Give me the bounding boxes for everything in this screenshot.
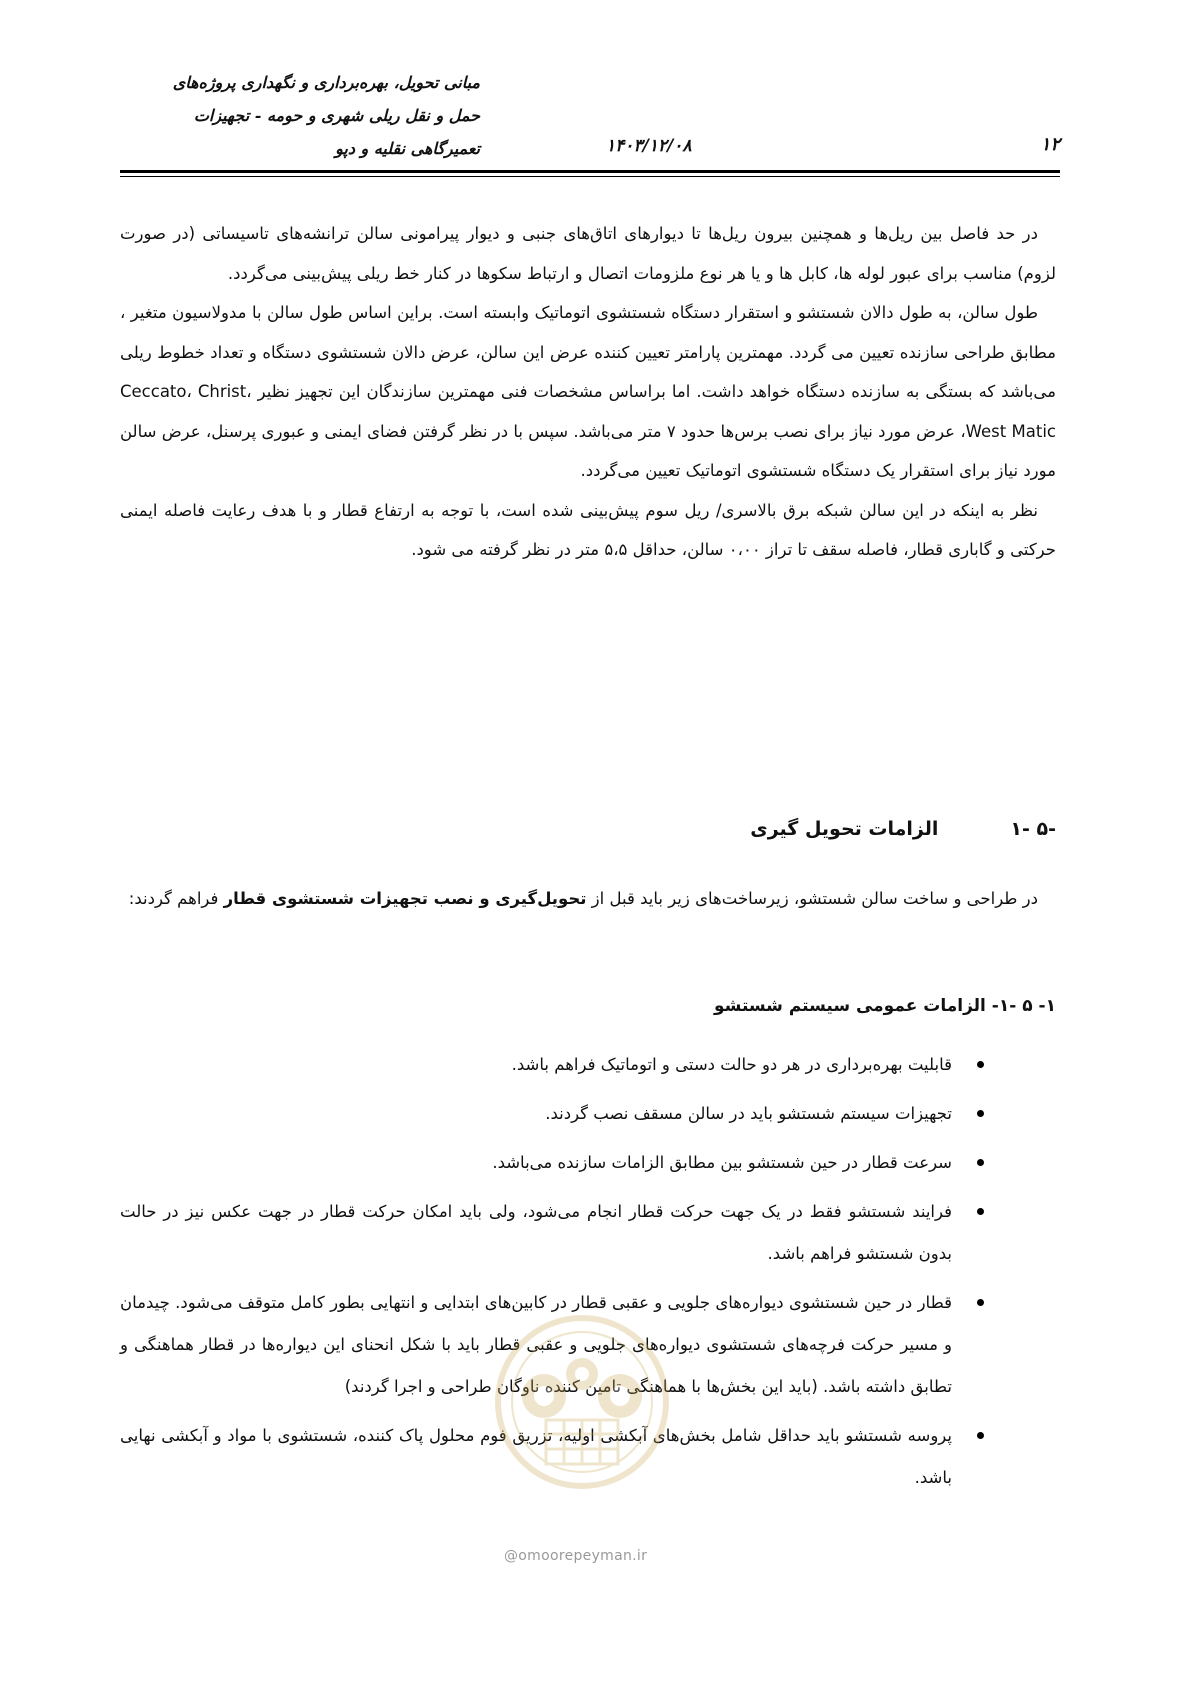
list-item-text: قابلیت بهره‌برداری در هر دو حالت دستی و اتوماتیک فراهم باشد. bbox=[511, 1055, 952, 1074]
header-date: ۱۴۰۳/۱۲/۰۸ bbox=[606, 136, 692, 156]
header-title-line: مبانی تحویل، بهره‌برداری و نگهداری پروژه‌های bbox=[172, 73, 480, 92]
page-header bbox=[120, 56, 1060, 176]
watermark-logo-icon bbox=[492, 1312, 672, 1492]
section-heading bbox=[750, 818, 1056, 840]
list-item bbox=[120, 1142, 1056, 1184]
list-item-text: سرعت قطار در حین شستشو بین مطابق الزامات سازنده می‌باشد. bbox=[492, 1153, 952, 1172]
bullet-icon bbox=[977, 1159, 984, 1166]
header-title-line: تعمیرگاهی نقلیه و دپو bbox=[335, 139, 480, 158]
bullet-icon bbox=[977, 1208, 984, 1215]
list-item-text: پروسه شستشو باید حداقل شامل بخش‌های آبکشی اولیه، تزریق فوم محلول پاک کننده، شستشوی با مواد و آبکشی نهایی باشد. bbox=[120, 1426, 952, 1487]
paragraph: طول سالن، به طول دالان شستشو و استقرار دستگاه شستشوی اتوماتیک وابسته است. براین اساس طول سالن با مدولاسیون متغیر ، مطابق طراحی سازنده تعیین می گردد. مهمترین پارامتر تعیین کننده عرض این سالن، عرض دالان شستشوی دستگاه و تعداد خطوط ریلی می‌باشد که بستگی به سازنده دستگاه خواهد داشت. اما براساس مشخصات فنی مهمترین سازندگان این تجهیز نظیر Ceccato، Christ، West Matic، عرض مورد نیاز برای نصب برس‌ها حدود ۷ متر می‌باشد. سپس با در نظر گرفتن فضای ایمنی و عبوری پرسنل، عرض سالن مورد نیاز برای استقرار یک دستگاه شستشوی اتوماتیک تعیین می‌گردد. bbox=[120, 303, 1056, 480]
list-item bbox=[120, 1044, 1056, 1086]
bullet-icon bbox=[977, 1061, 984, 1068]
list-item-text: فرایند شستشو فقط در یک جهت حرکت قطار انجام می‌شود، ولی باید امکان حرکت قطار در جهت عکس نیز در حالت بدون شستشو فراهم باشد. bbox=[120, 1202, 952, 1263]
paragraph: نظر به اینکه در این سالن شبکه برق بالاسری/ ریل سوم پیش‌بینی شده است، با توجه به ارتفاع قطار و با هدف رعایت فاصله ایمنی حرکتی و گاباری قطار، فاصله سقف تا تراز ۰،۰۰ سالن، حداقل ۵،۵ متر در نظر گرفته می شود. bbox=[120, 500, 1056, 559]
section-title: الزامات تحویل گیری bbox=[750, 818, 939, 840]
intro-text-bold: تحویل‌گیری و نصب تجهیزات شستشوی قطار bbox=[223, 889, 587, 908]
list-item bbox=[120, 1191, 1056, 1275]
list-item-text: قطار در حین شستشوی دیواره‌های جلویی و عقبی قطار در کابین‌های ابتدایی و انتهایی بطور کامل متوقف می‌شود. چیدمان و مسیر حرکت فرچه‌های شستشوی دیواره‌های جلویی و عقبی قطار باید با شکل انحنای این دیواره‌ها در قطار هماهنگی و تطابق داشته باشد. (باید این بخش‌ها با هماهنگی تامین کننده ناوگان طراحی و اجرا گردند) bbox=[120, 1293, 952, 1396]
body-text bbox=[120, 214, 1056, 570]
section-number: -۵ -۱ bbox=[1010, 818, 1056, 840]
page-number: ۱۲ bbox=[1040, 134, 1060, 155]
intro-text-after: فراهم گردند: bbox=[128, 889, 224, 908]
header-rule-thin bbox=[120, 176, 1060, 177]
watermark-text: @omoorepeyman.ir bbox=[504, 1548, 648, 1564]
intro-text-before: در طراحی و ساخت سالن شستشو، زیرساخت‌های زیر باید قبل از bbox=[586, 889, 1038, 908]
list-item bbox=[120, 1093, 1056, 1135]
subsection-heading: ۱- ۵ -۱- الزامات عمومی سیستم شستشو bbox=[713, 996, 1056, 1016]
bullet-icon bbox=[977, 1299, 984, 1306]
list-item-text: تجهیزات سیستم شستشو باید در سالن مسقف نصب گردند. bbox=[545, 1104, 952, 1123]
paragraph: در حد فاصل بین ریل‌ها و همچنین بیرون ریل‌ها تا دیوارهای اتاق‌های جنبی و دیوار پیرامونی سالن ترانشه‌های تاسیساتی (در صورت لزوم) مناسب برای عبور لوله ها، کابل ها و یا هر نوع ملزومات اتصال و ارتباط سکوها در کنار خط ریلی پیش‌بینی می‌گردد. bbox=[120, 224, 1056, 283]
bullet-icon bbox=[977, 1432, 984, 1439]
bullet-icon bbox=[977, 1110, 984, 1117]
header-rule-thick bbox=[120, 170, 1060, 173]
header-title-line: حمل و نقل ریلی شهری و حومه - تجهیزات bbox=[193, 106, 480, 125]
header-title bbox=[120, 66, 480, 165]
intro-paragraph bbox=[120, 878, 1056, 920]
